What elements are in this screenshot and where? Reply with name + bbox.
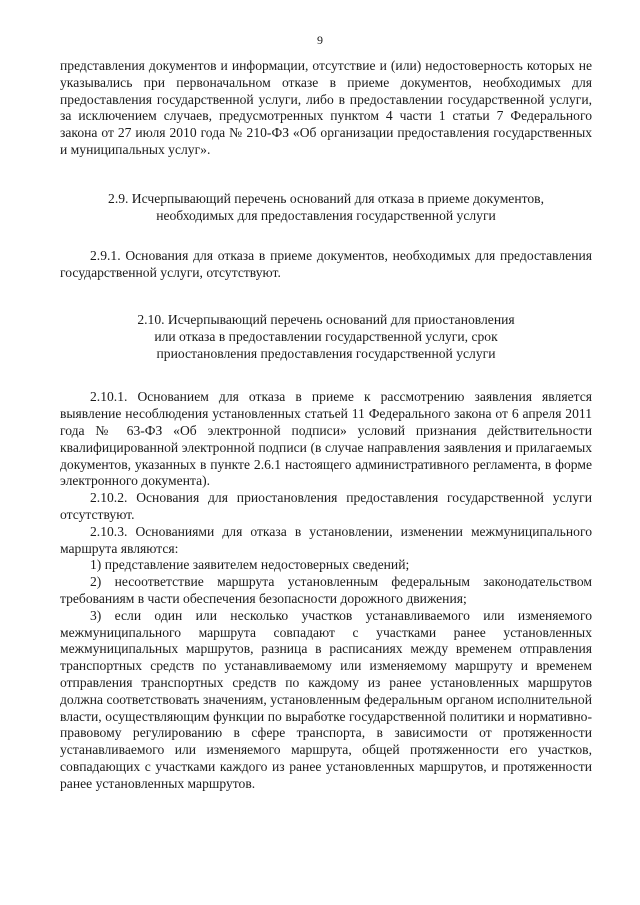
paragraph-2-10-2: 2.10.2. Основания для приостановления предоставления государственной услуги отсутствуют.	[60, 490, 592, 522]
heading-2-9-line-1: 2.9. Исчерпывающий перечень оснований для отказа в приеме документов,	[108, 190, 544, 206]
heading-2-10-line-2: или отказа в предоставлении государственной услуги, срок	[154, 328, 498, 344]
paragraph-2-9-1: 2.9.1. Основания для отказа в приеме документов, необходимых для предоставления государственной услуги, отсутствуют.	[60, 248, 592, 281]
heading-2-9	[76, 191, 576, 225]
document-body	[60, 58, 592, 792]
list-item-1: 1) представление заявителем недостоверных сведений;	[90, 557, 410, 573]
paragraph-2-10-1: 2.10.1. Основанием для отказа в приеме к рассмотрению заявления является выявление несоблюдения установленных статьей 11 Федерального закона от 6 апреля 2011 года № 63-ФЗ «Об электронной подписи» условий признания действительности квалифицированной электронной подписи (в случае направления заявления и прилагаемых документов, указанных в пункте 2.6.1 настоящего административного регламента, в форме электронного документа).	[60, 389, 592, 489]
list-item-2: 2) несоответствие маршрута установленным федеральным законодательством требованиям в части обеспечения безопасности дорожного движения;	[60, 574, 592, 606]
list-item-3: 3) если один или несколько участков устанавливаемого или изменяемого межмуниципального маршрута совпадают с участками ранее установленных межмуниципальных маршрутов, разница в расписаниях между временем отправления транспортных средств по устанавливаемому или изменяемому маршруту и временем отправления транспортных средств по каждому из ранее установленных маршрутов должна соответствовать значениям, установленным федеральным органом исполнительной власти, осуществляющим функции по выработке государственной политики и нормативно-правовому регулированию в сфере транспорта, в зависимости от протяженности устанавливаемого или изменяемого маршрута, общей протяженности его участков, совпадающих с участками каждого из ранее установленных маршрутов, и протяженности ранее установленных маршрутов.	[60, 607, 592, 791]
heading-2-10	[106, 312, 546, 362]
paragraph-2-10-3: 2.10.3. Основаниями для отказа в установлении, изменении межмуниципального маршрута являются:	[60, 523, 592, 556]
heading-2-9-line-2: необходимых для предоставления государственной услуги	[156, 207, 496, 223]
heading-2-10-line-3: приостановления предоставления государственной услуги	[156, 345, 496, 361]
heading-2-10-line-1: 2.10. Исчерпывающий перечень оснований для приостановления	[137, 311, 515, 327]
paragraph-intro: представления документов и информации, отсутствие и (или) недостоверность которых не указывались при первоначальном отказе в приеме документов, необходимых для предоставления государственной услуги, либо в предоставлении государственной услуги, за исключением случаев, предусмотренных пунктом 4 части 1 статьи 7 Федерального закона от 27 июля 2010 года № 210-ФЗ «Об организации предоставления государственных и муниципальных услуг».	[60, 58, 592, 157]
page-number: 9	[317, 33, 323, 47]
